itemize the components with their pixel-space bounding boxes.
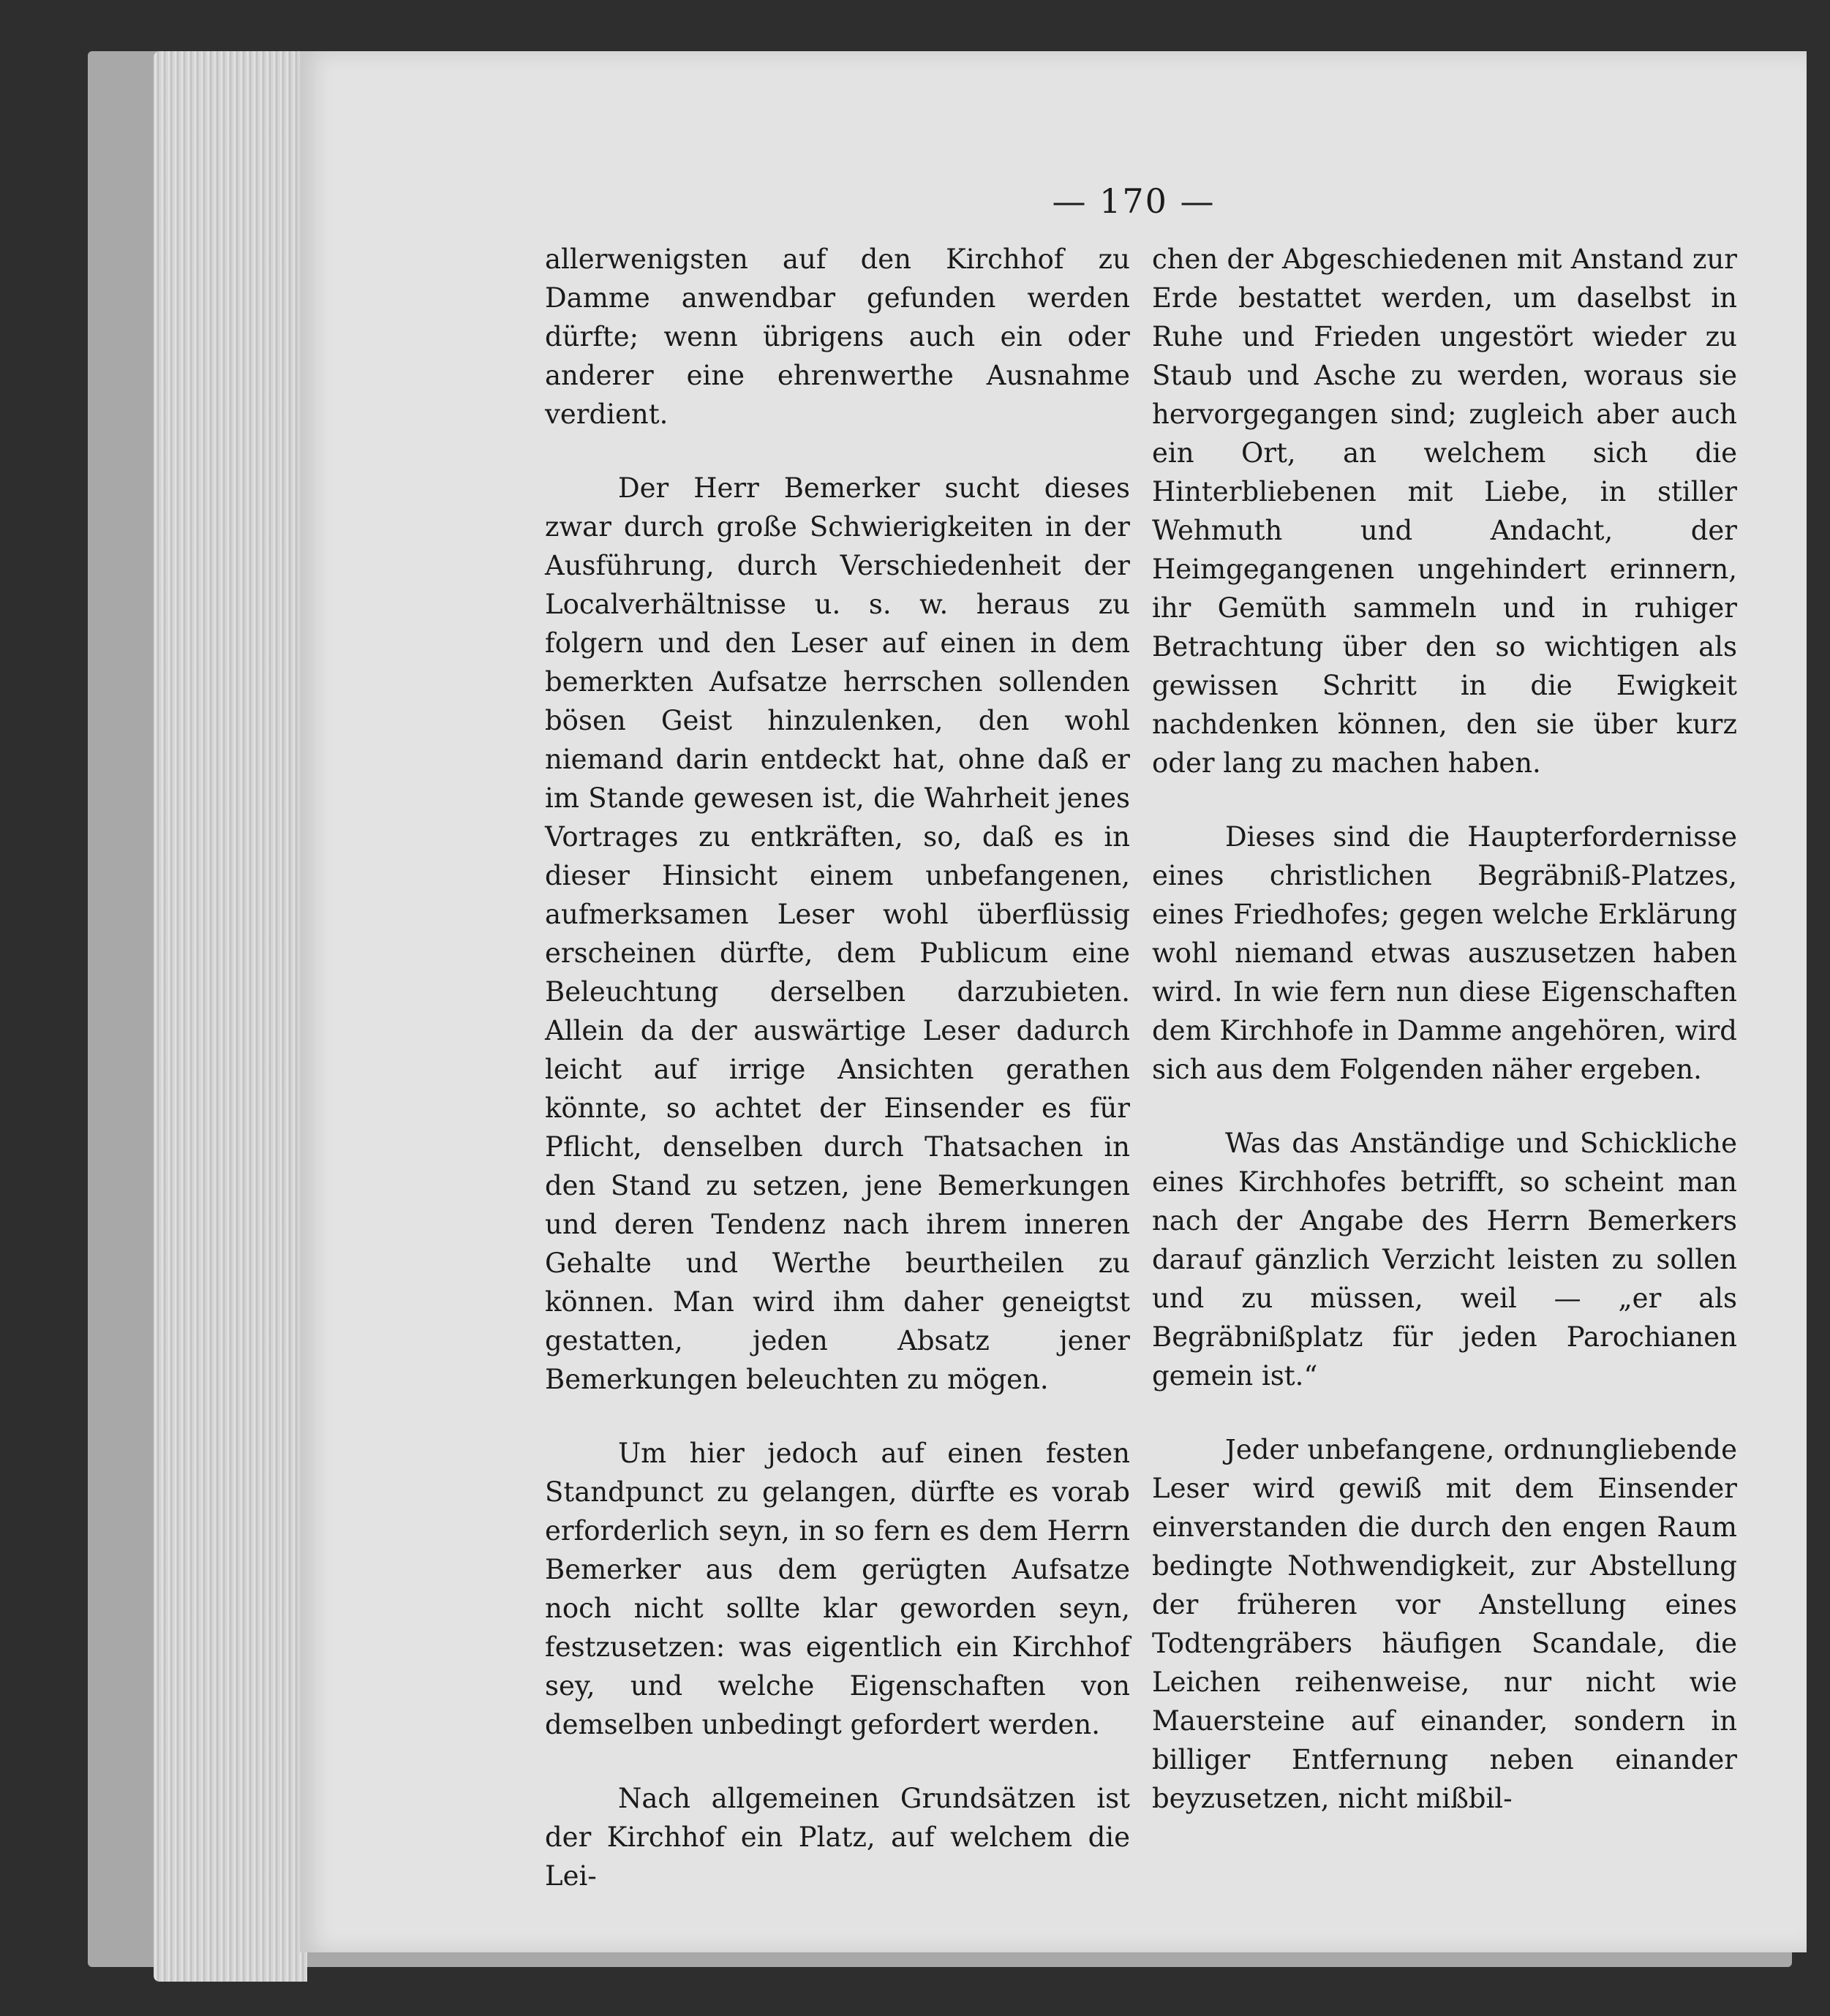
paragraph: Um hier jedoch auf einen festen Standpunct zu gelangen, dürfte es vorab erforderlich seyn, in so fern es dem Herrn Bemerker aus dem gerügten Aufsatze noch nicht sollte klar geworden seyn, festzusetzen: was eigentlich ein Kirchhof sey, und welche Eigenschaften von demselben unbedingt gefordert werden. <box>545 1438 1130 1740</box>
paragraph: Jeder unbefangene, ordnungliebende Leser wird gewiß mit dem Einsender einverstanden die durch den engen Raum bedingte Nothwendigkeit, zur Abstellung der früheren vor Anstellung eines Todtengräbers häufigen Scandale, die Leichen reihenweise, nur nicht wie Mauersteine auf einander, sondern in billiger Entfernung neben einander beyzusetzen, nicht mißbil- <box>1152 1434 1737 1814</box>
text-column-right <box>1152 240 1737 1853</box>
paragraph: Was das Anständige und Schickliche eines Kirchhofes betrifft, so scheint man nach der Angabe des Herrn Bemerkers darauf gänzlich Verzicht leisten zu sollen und zu müssen, weil — „er als Begräbnißplatz für jeden Parochianen gemein ist.“ <box>1152 1128 1737 1392</box>
paragraph: chen der Abgeschiedenen mit Anstand zur Erde bestattet werden, um daselbst in Ruhe und Frieden ungestört wieder zu Staub und Asche zu werden, woraus sie hervorgegangen sind; zugleich aber auch ein Ort, an welchem sich die Hinterbliebenen mit Liebe, in stiller Wehmuth und Andacht, der Heimgegangenen ungehindert erinnern, ihr Gemüth sammeln und in ruhiger Betrachtung über den so wichtigen als gewissen Schritt in die Ewigkeit nachdenken können, den sie über kurz oder lang zu machen haben. <box>1152 243 1737 779</box>
paragraph: Der Herr Bemerker sucht dieses zwar durch große Schwierigkeiten in der Ausführung, durch Verschiedenheit der Localverhältnisse u. s. w. heraus zu folgern und den Leser auf einen in dem bemerkten Aufsatze herrschen sollenden bösen Geist hinzulenken, den wohl niemand darin entdeckt hat, ohne daß er im Stande gewesen ist, die Wahrheit jenes Vortrages zu entkräften, so, daß es in dieser Hinsicht einem unbefangenen, aufmerksamen Leser wohl überflüssig erscheinen dürfte, dem Publicum eine Beleuchtung derselben darzubieten. Allein da der auswärtige Leser dadurch leicht auf irrige Ansichten gerathen könnte, so achtet der Einsender es für Pflicht, denselben durch Thatsachen in den Stand zu setzen, jene Bemerkungen und deren Tendenz nach ihrem inneren Gehalte und Werthe beurtheilen zu können. Man wird ihm daher geneigtst gestatten, jeden Absatz jener Bemerkungen beleuchten zu mögen. <box>545 472 1130 1395</box>
page-edges <box>154 51 307 1982</box>
page-number: — 170 — <box>1052 181 1216 221</box>
paragraph: Dieses sind die Haupterfordernisse eines christlichen Begräbniß-Platzes, eines Friedhofes; gegen welche Erklärung wohl niemand etwas auszusetzen haben wird. In wie fern nun diese Eigenschaften dem Kirchhofe in Damme angehören, wird sich aus dem Folgenden näher ergeben. <box>1152 821 1737 1085</box>
paragraph: allerwenigsten auf den Kirchhof zu Damme anwendbar gefunden werden dürfte; wenn übrigens auch ein oder anderer eine ehrenwerthe Ausnahme verdient. <box>545 243 1130 430</box>
text-column-left <box>545 240 1130 1930</box>
paragraph: Nach allgemeinen Grundsätzen ist der Kirchhof ein Platz, auf welchem die Lei- <box>545 1783 1130 1892</box>
